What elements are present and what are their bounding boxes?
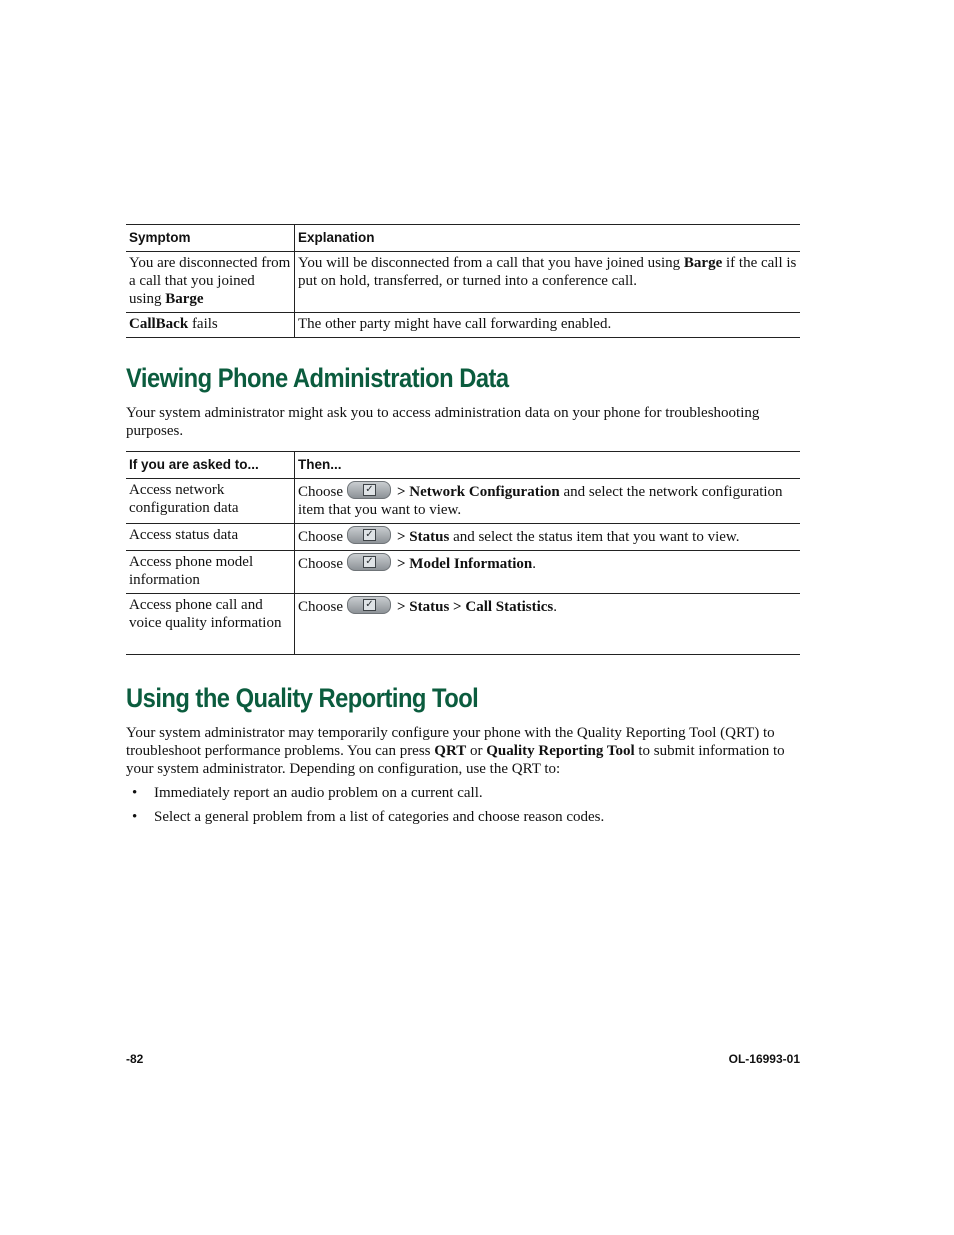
ask-cell: Access phone call and voice quality information [126,594,295,655]
list-item: • Immediately report an audio problem on a current call. [132,785,483,801]
section-heading-qrt: Using the Quality Reporting Tool [126,683,479,713]
table-header-row [126,225,800,252]
then-cell: Choose ✓ > Status > Call Statistics. [295,594,801,655]
table-row [126,479,800,524]
column-header-then: Then... [295,452,801,479]
symptom-cell: You are disconnected from a call that you joined using Barge [126,252,295,313]
settings-checkbox-icon: ✓ [363,484,376,496]
settings-button-icon [347,526,391,544]
table-row [126,551,800,594]
bullet-icon: • [132,809,138,825]
symptom-table [126,224,800,338]
symptom-cell: CallBack fails [126,313,295,338]
admin-data-intro: Your system administrator might ask you to access administration data on your phone for troubleshooting purposes. [126,405,760,439]
table-header-row [126,452,800,479]
qrt-bullet-list [126,784,800,826]
settings-button-icon [347,481,391,499]
page-number: -82 [126,1052,144,1066]
bullet-icon: • [132,785,138,801]
then-cell: Choose ✓ > Model Information. [295,551,801,594]
admin-data-table [126,451,800,655]
column-header-if-asked: If you are asked to... [126,452,295,479]
ask-cell: Access network configuration data [126,479,295,524]
settings-button-icon [347,553,391,571]
settings-checkbox-icon: ✓ [363,529,376,541]
section-heading-admin-data: Viewing Phone Administration Data [126,363,509,393]
explanation-cell: The other party might have call forwarding enabled. [295,313,801,338]
qrt-intro: Your system administrator may temporarily configure your phone with the Quality Reporting Tool (QRT) to troubleshoot performance problems. You can press QRT or Quality Reporting Tool to submit information to your system administrator. Depending on configuration, use the QRT to: [126,725,785,777]
list-item: • Select a general problem from a list of categories and choose reason codes. [132,809,605,825]
settings-checkbox-icon: ✓ [363,599,376,611]
table-row [126,252,800,313]
document-id: OL-16993-01 [728,1052,800,1066]
then-cell: Choose ✓ > Network Configuration and select the network configuration item that you want to view. [295,479,801,524]
ask-cell: Access status data [126,524,295,551]
table-row [126,524,800,551]
table-row [126,594,800,655]
settings-checkbox-icon: ✓ [363,556,376,568]
column-header-explanation: Explanation [295,225,801,252]
ask-cell: Access phone model information [126,551,295,594]
explanation-cell: You will be disconnected from a call that you have joined using Barge if the call is put on hold, transferred, or turned into a conference call. [295,252,801,313]
column-header-symptom: Symptom [126,225,295,252]
settings-button-icon [347,596,391,614]
table-row [126,313,800,338]
page-content [126,224,800,832]
then-cell: Choose ✓ > Status and select the status item that you want to view. [295,524,801,551]
